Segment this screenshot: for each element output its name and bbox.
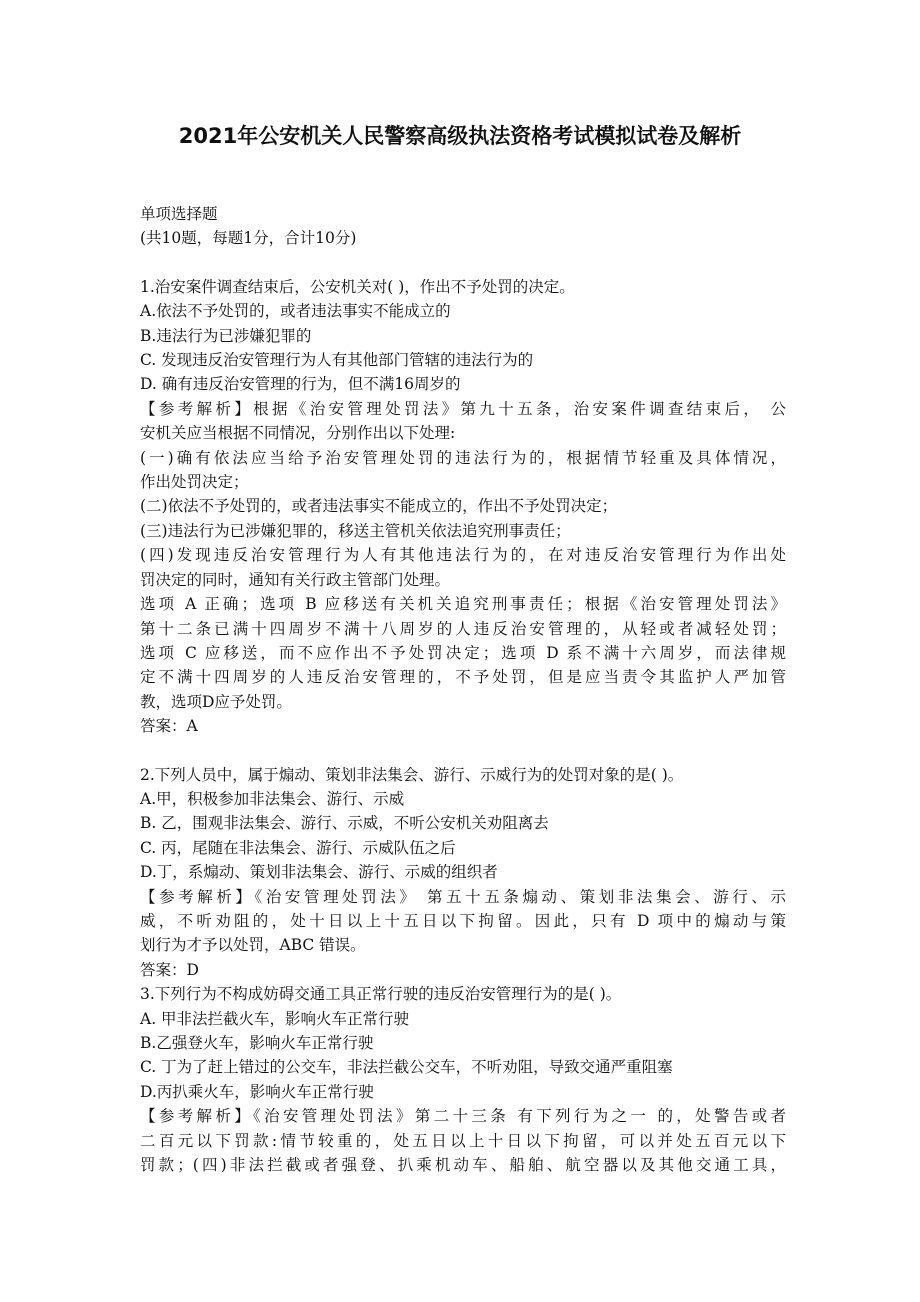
analysis-line: 【参考解析】《治安管理处罚法》 第五十五条煽动、策划非法集会、游行、示 — [140, 887, 786, 906]
analysis-line: 选项 C 应移送，而不应作出不予处罚决定；选项 D 系不满十六周岁，而法律规 — [140, 643, 786, 662]
analysis-line: 威，不听劝阻的，处十日以上十五日以下拘留。因此，只有 D 项中的煽动与策 — [140, 911, 786, 930]
question-stem: 1.治安案件调查结束后，公安机关对( )，作出不予处罚的决定。 — [140, 277, 575, 296]
analysis-line: (二)依法不予处罚的，或者违法事实不能成立的，作出不予处罚决定； — [140, 497, 618, 516]
analysis-line: 罚决定的同时，通知有关行政主管部门处理。 — [140, 570, 451, 589]
question-stem: 2.下列人员中，属于煽动、策划非法集会、游行、示威行为的处罚对象的是( )。 — [140, 765, 684, 784]
analysis-line: 【参考解析】《治安管理处罚法》第二十三条 有下列行为之一 的，处警告或者 — [140, 1107, 786, 1126]
option: B.乙强登火车，影响火车正常行驶 — [140, 1034, 374, 1052]
option: C. 发现违反治安管理行为人有其他部门管辖的违法行为的 — [140, 351, 534, 370]
option: D.丁，系煽动、策划非法集会、游行、示威的组织者 — [140, 863, 498, 882]
option: B. 乙，围观非法集会、游行、示威，不听公安机关劝阻离去 — [140, 814, 549, 833]
option: B.违法行为已涉嫌犯罪的 — [140, 326, 312, 345]
option: A. 甲非法拦截火车，影响火车正常行驶 — [140, 1009, 410, 1028]
analysis-line: 安机关应当根据不同情况，分别作出以下处理: — [140, 424, 456, 443]
analysis-line: 【参考解析】根据《治安管理处罚法》第九十五条，治安案件调查结束后， 公 — [140, 399, 786, 418]
analysis-line: (四)发现违反治安管理行为人有其他违法行为的，在对违反治安管理行为作出处 — [140, 546, 786, 565]
section-heading: 单项选择题 — [140, 205, 218, 223]
option: D.丙扒乘火车，影响火车正常行驶 — [140, 1082, 374, 1101]
analysis-line: 罚款；(四)非法拦截或者强登、扒乘机动车、船舶、航空器以及其他交通工具， — [140, 1156, 786, 1175]
document-title: 2021年公安机关人民警察高级执法资格考试模拟试卷及解析 — [178, 124, 742, 148]
option: C. 丙，尾随在非法集会、游行、示威队伍之后 — [140, 838, 456, 857]
analysis-line: 划行为才予以处罚，ABC 错误。 — [140, 936, 366, 955]
option: C. 丁为了赶上错过的公交车，非法拦截公交车，不听劝阻，导致交通严重阻塞 — [140, 1058, 673, 1077]
option: A.依法不予处罚的，或者违法事实不能成立的 — [140, 302, 451, 321]
answer: 答案：D — [140, 960, 199, 979]
question-stem: 3.下列行为不构成妨碍交通工具正常行驶的违反治安管理行为的是( )。 — [140, 985, 622, 1004]
analysis-line: 选项 A 正确；选项 B 应移送有关机关追究刑事责任；根据《治安管理处罚法》 — [140, 595, 786, 614]
answer: 答案：A — [140, 717, 198, 736]
section-note: (共10题，每题1分，合计10分) — [140, 229, 357, 248]
analysis-line: 教，选项D应予处罚。 — [140, 692, 292, 711]
analysis-line: (一)确有依法应当给予治安管理处罚的违法行为的，根据情节轻重及具体情况， — [140, 448, 786, 467]
analysis-line: 二百元以下罚款:情节较重的，处五日以上十日以下拘留，可以并处五百元以下 — [140, 1131, 786, 1150]
option: D. 确有违反治安管理的行为，但不满16周岁的 — [140, 375, 461, 394]
analysis-line: (三)违法行为已涉嫌犯罪的，移送主管机关依法追究刑事责任； — [140, 521, 571, 540]
analysis-line: 作出处罚决定； — [140, 473, 249, 492]
document-body — [140, 202, 786, 1177]
analysis-line: 第十二条已满十四周岁不满十八周岁的人违反治安管理的，从轻或者减轻处罚； — [140, 619, 786, 638]
analysis-line: 定不满十四周岁的人违反治安管理的，不予处罚，但是应当责令其监护人严加管 — [140, 668, 786, 687]
option: A.甲，积极参加非法集会、游行、示威 — [140, 789, 405, 808]
